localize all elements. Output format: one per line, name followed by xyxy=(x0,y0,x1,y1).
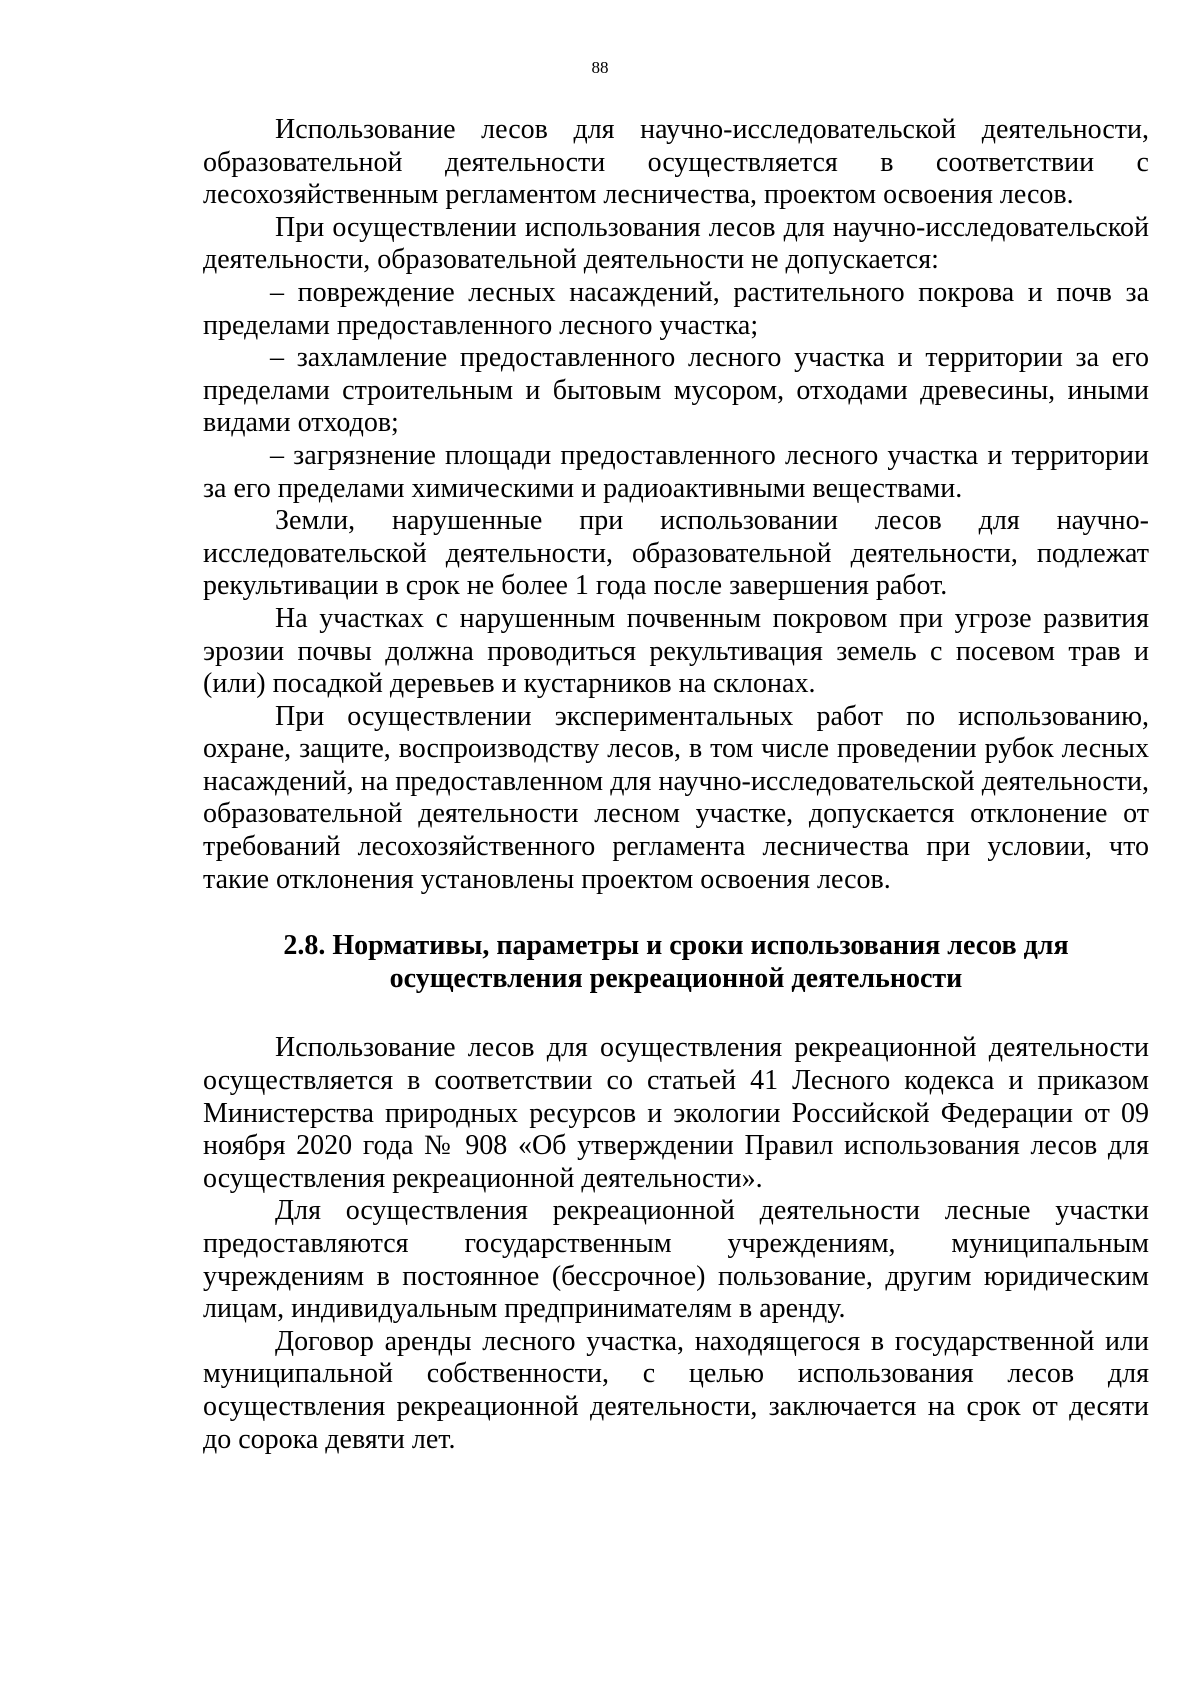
paragraph-erosion: На участках с нарушенным почвенным покровом при угрозе развития эрозии почвы должна проводиться рекультивация земель с посевом трав и (или) посадкой деревьев и кустарников на склонах. xyxy=(203,602,1149,700)
paragraph-land-recultivation: Земли, нарушенные при использовании лесов для научно-исследовательской деятельности, образовательной деятельности, подлежат рекультивации в срок не более 1 года после завершения работ. xyxy=(203,505,1149,602)
paragraph-recreation-basis: Использование лесов для осуществления рекреационной деятельности осуществляется в соответствии со статьей 41 Лесного кодекса и приказом Министерства природных ресурсов и экологии Российской Федерации от 09 ноября 2020 года № 908 «Об утверждении Правил использования лесов для осуществления рекреационной деятельности». xyxy=(203,1032,1149,1194)
paragraph-recreation-provision: Для осуществления рекреационной деятельности лесные участки предоставляются государственным учреждениям, муниципальным учреждениям в постоянное (бессрочное) пользование, другим юридическим лицам, индивидуальным предпринимателям в аренду. xyxy=(203,1195,1149,1325)
list-item-littering: – захламление предоставленного лесного участка и территории за его пределами строительным и бытовым мусором, отходами древесины, иными видами отходов; xyxy=(203,342,1149,439)
list-item-pollution: – загрязнение площади предоставленного лесного участка и территории за его пределами химическими и радиоактивными веществами. xyxy=(203,439,1149,504)
section-heading xyxy=(203,930,1149,995)
paragraph-prohibitions-intro: При осуществлении использования лесов для научно-исследовательской деятельности, образовательной деятельности не допускается: xyxy=(203,211,1149,276)
paragraph-research-use: Использование лесов для научно-исследовательской деятельности, образовательной деятельности осуществляется в соответствии с лесохозяйственным регламентом лесничества, проектом освоения лесов. xyxy=(203,114,1149,211)
paragraph-lease-term: Договор аренды лесного участка, находящегося в государственной или муниципальной собственности, с целью использования лесов для осуществления рекреационной деятельности, заключается на срок от десяти до сорока девяти лет. xyxy=(203,1325,1149,1455)
list-item-damage: – повреждение лесных насаждений, растительного покрова и почв за пределами предоставленного лесного участка; xyxy=(203,276,1149,341)
section-heading-line-2: осуществления рекреационной деятельности xyxy=(389,962,963,994)
page-body xyxy=(203,114,1149,1456)
paragraph-experimental-works: При осуществлении экспериментальных работ по использованию, охране, защите, воспроизводству лесов, в том числе проведении рубок лесных насаждений, на предоставленном для научно-исследовательской деятельности, образовательной деятельности лесном участке, допускается отклонение от требований лесохозяйственного регламента лесничества при условии, что такие отклонения установлены проектом освоения лесов. xyxy=(203,700,1149,895)
section-heading-line-1: 2.8. Нормативы, параметры и сроки использования лесов для xyxy=(283,930,1069,962)
page-number: 88 xyxy=(591,58,609,77)
